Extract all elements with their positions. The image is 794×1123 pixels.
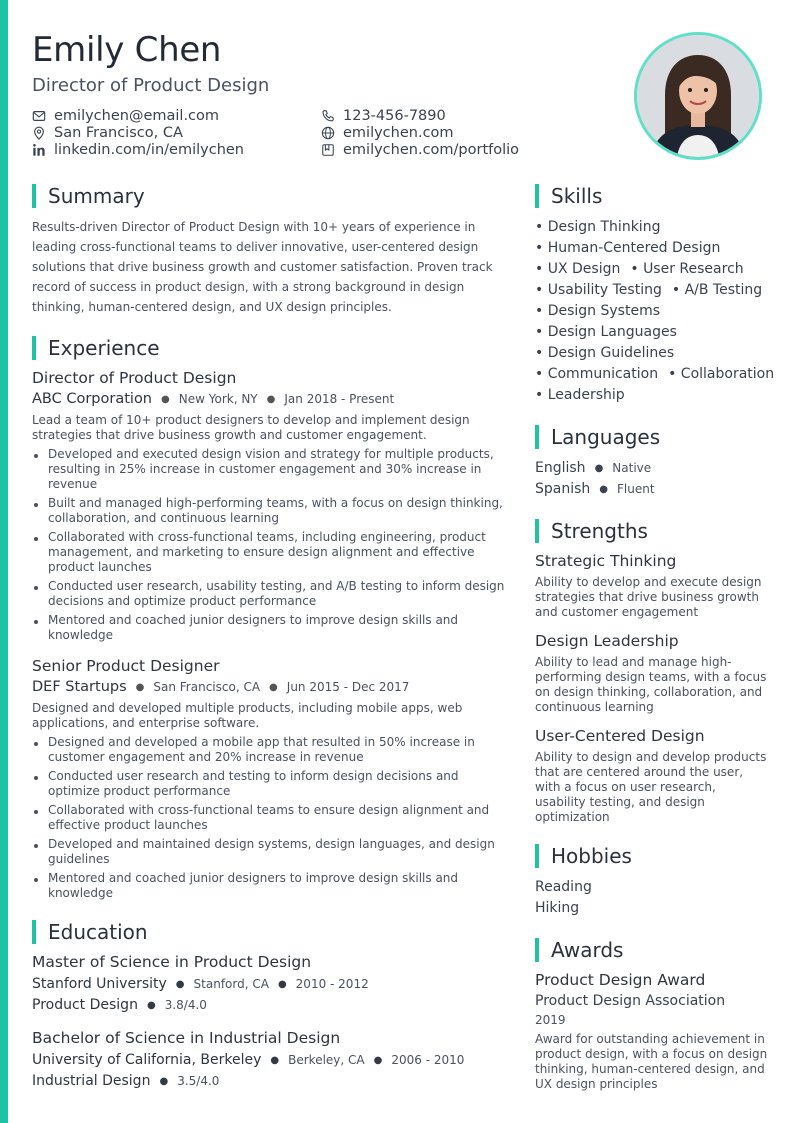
contact-portfolio-text: emilychen.com/portfolio [343,142,520,158]
portfolio-icon [321,143,335,157]
job-description: Lead a team of 10+ product designers to develop and implement design strategies that drive business growth and customer engagement. [32,413,470,442]
skill-item: A/B Testing [684,282,763,298]
award-year: 2019 [535,1013,566,1027]
strength-item [535,552,770,620]
separator-dot: ● [146,999,156,1011]
strength-title: Design Leadership [535,632,679,650]
strength-desc: Ability to design and develop products that are centered around the user, with a focus on user research, usability testing, and design optimization [535,750,767,824]
job-bullets [32,447,512,643]
education-entry [32,953,512,1013]
hobbies-heading [535,843,770,869]
accent-bar [0,0,8,1123]
job-company: ABC Corporation [32,391,153,407]
language-level: Native [612,461,652,475]
summary-text: Results-driven Director of Product Design with 10+ years of experience in leading cross-functional teams to deliver innovative, user-centered design solutions that drive business growth and customer satisfaction. Proven track record of success in product design, with a strong background in design thinking, human-centered design, and UX design principles. [32,220,493,314]
job-company: DEF Startups [32,679,127,695]
summary-heading [32,183,512,209]
separator-dot: ● [135,681,145,693]
skill-item: Usability Testing [547,282,662,298]
list-item: Mentored and coached junior designers to improve design skills and knowledge [32,613,512,643]
job-location: San Francisco, CA [153,680,261,694]
strengths-heading [535,518,770,544]
award-org: Product Design Association [535,993,726,1009]
award-item [535,971,770,1092]
list-item: Conducted user research and testing to inform design decisions and optimize product performance [32,769,512,799]
language-item [535,458,770,479]
section-bar [535,184,539,208]
candidate-name: Emily Chen [32,30,222,70]
education-gpa: 3.5/4.0 [177,1074,220,1088]
language-level: Fluent [617,482,655,496]
skill-item: Design Guidelines [547,345,675,361]
skills-heading [535,183,770,209]
education-heading [32,919,512,945]
separator-dot: ● [594,463,604,474]
section-bar [535,425,539,449]
education-field: Industrial Design [32,1073,151,1089]
strength-title: User-Centered Design [535,727,705,745]
award-desc: Award for outstanding achievement in product design, with a focus on design thinking, human-centered design, and UX design principles [535,1032,768,1091]
separator-dot: ● [373,1054,383,1066]
contact-portfolio[interactable] [321,142,519,158]
skill-item: UX Design [547,261,621,277]
education-dates: 2006 - 2010 [391,1053,465,1067]
summary-title: Summary [48,184,145,208]
contact-website[interactable] [321,125,454,141]
left-column [32,183,512,1089]
education-entry [32,1029,512,1089]
strength-item [535,727,770,825]
skills-title: Skills [551,184,603,208]
skill-item: Collaboration [680,366,775,382]
contact-linkedin-text: linkedin.com/in/emilychen [54,142,244,158]
education-school-line [32,976,512,992]
job-entry [32,369,512,643]
contact-phone-text: 123-456-7890 [343,108,446,124]
list-item: Built and managed high-performing teams, with a focus on design thinking, collaboration, and continuous learning [32,496,512,526]
education-school: Stanford University [32,976,167,992]
languages-title: Languages [551,425,661,449]
strengths-title: Strengths [551,519,648,543]
skills-list: • Design Thinking • Human-Centered Design • UX Design • User Research • Usability Testing • A/B Testing • Design Systems • Design Languages • Design Guidelines • Communication • Collaboration • Leadership [535,219,775,403]
job-role: Director of Product Design [32,369,237,387]
job-role: Senior Product Designer [32,657,220,675]
strength-title: Strategic Thinking [535,552,677,570]
separator-dot: ● [270,1054,280,1066]
list-item: Developed and maintained design systems, design languages, and design guidelines [32,837,512,867]
contact-email-text: emilychen@email.com [54,108,220,124]
list-item: Conducted user research, usability testing, and A/B testing to inform design decisions and optimize product performance [32,579,512,609]
education-degree: Bachelor of Science in Industrial Design [32,1029,341,1047]
separator-dot: ● [277,978,287,990]
strength-desc: Ability to develop and execute design strategies that drive business growth and customer engagement [535,575,762,619]
location-pin-icon [32,126,46,140]
contact-linkedin[interactable] [32,142,244,158]
list-item: Mentored and coached junior designers to improve design skills and knowledge [32,871,512,901]
contact-phone[interactable] [321,108,446,124]
section-bar [535,519,539,543]
separator-dot: ● [161,393,170,405]
job-dates: Jan 2018 - Present [284,392,395,406]
contact-location [32,125,183,141]
list-item: Collaborated with cross-functional teams, including engineering, product management, and marketing to ensure design alignment and effective product launches [32,530,512,575]
list-item: Designed and developed a mobile app that resulted in 50% increase in customer engagement and 20% increase in revenue [32,735,512,765]
section-bar [535,938,539,962]
separator-dot: ● [266,393,276,405]
list-item: Collaborated with cross-functional teams to ensure design alignment and effective product launches [32,803,512,833]
job-description: Designed and developed multiple products, including mobile apps, web applications, and enterprise software. [32,701,463,730]
experience-heading [32,335,512,361]
job-location: New York, NY [178,392,258,406]
job-dates: Jun 2015 - Dec 2017 [286,680,410,694]
globe-icon [321,126,335,140]
skill-item: Leadership [547,387,625,403]
list-item: Developed and executed design vision and strategy for multiple products, resulting in 25% increase in customer engagement and 30% increase in revenue [32,447,512,492]
strength-item [535,632,770,715]
education-title: Education [48,920,148,944]
award-title: Product Design Award [535,971,706,989]
section-bar [535,844,539,868]
separator-dot: ● [159,1075,169,1087]
skill-item: Communication [547,366,659,382]
contact-email[interactable] [32,108,219,124]
profile-photo [634,32,762,160]
linkedin-icon [32,143,46,157]
phone-icon [321,109,335,123]
hobby-item: Hiking [535,900,580,916]
education-field-line [32,997,512,1013]
skill-item: User Research [643,261,744,277]
skill-item: Human-Centered Design [547,240,721,256]
education-gpa: 3.8/4.0 [164,998,207,1012]
hobby-item: Reading [535,879,592,895]
contact-website-text: emilychen.com [343,125,454,141]
languages-heading [535,424,770,450]
avatar-illustration [637,35,759,157]
skill-item: Design Systems [547,303,661,319]
awards-heading [535,937,770,963]
education-field: Product Design [32,997,138,1013]
education-degree: Master of Science in Product Design [32,953,312,971]
education-location: Stanford, CA [193,977,269,991]
mail-icon [32,109,46,123]
separator-dot: ● [175,978,185,990]
education-school-line [32,1052,512,1068]
language-item [535,479,770,500]
strength-desc: Ability to lead and manage high-performing design teams, with a focus on design thinking, collaboration, and continuous learning [535,655,767,714]
language-name: Spanish [535,481,591,497]
right-column [535,183,775,1092]
separator-dot: ● [599,484,609,495]
awards-title: Awards [551,938,624,962]
skill-item: Design Thinking [547,219,661,235]
section-bar [32,184,36,208]
job-meta [32,679,512,695]
education-school: University of California, Berkeley [32,1052,262,1068]
separator-dot: ● [269,681,278,693]
language-name: English [535,460,586,476]
section-bar [32,336,36,360]
education-field-line [32,1073,512,1089]
experience-title: Experience [48,336,160,360]
job-meta [32,391,512,407]
section-bar [32,920,36,944]
skill-item: Design Languages [547,324,677,340]
contact-location-text: San Francisco, CA [54,125,183,141]
hobbies-title: Hobbies [551,844,632,868]
job-entry [32,657,512,901]
candidate-headline: Director of Product Design [32,75,270,96]
education-dates: 2010 - 2012 [295,977,369,991]
job-bullets [32,735,512,901]
education-location: Berkeley, CA [288,1053,365,1067]
